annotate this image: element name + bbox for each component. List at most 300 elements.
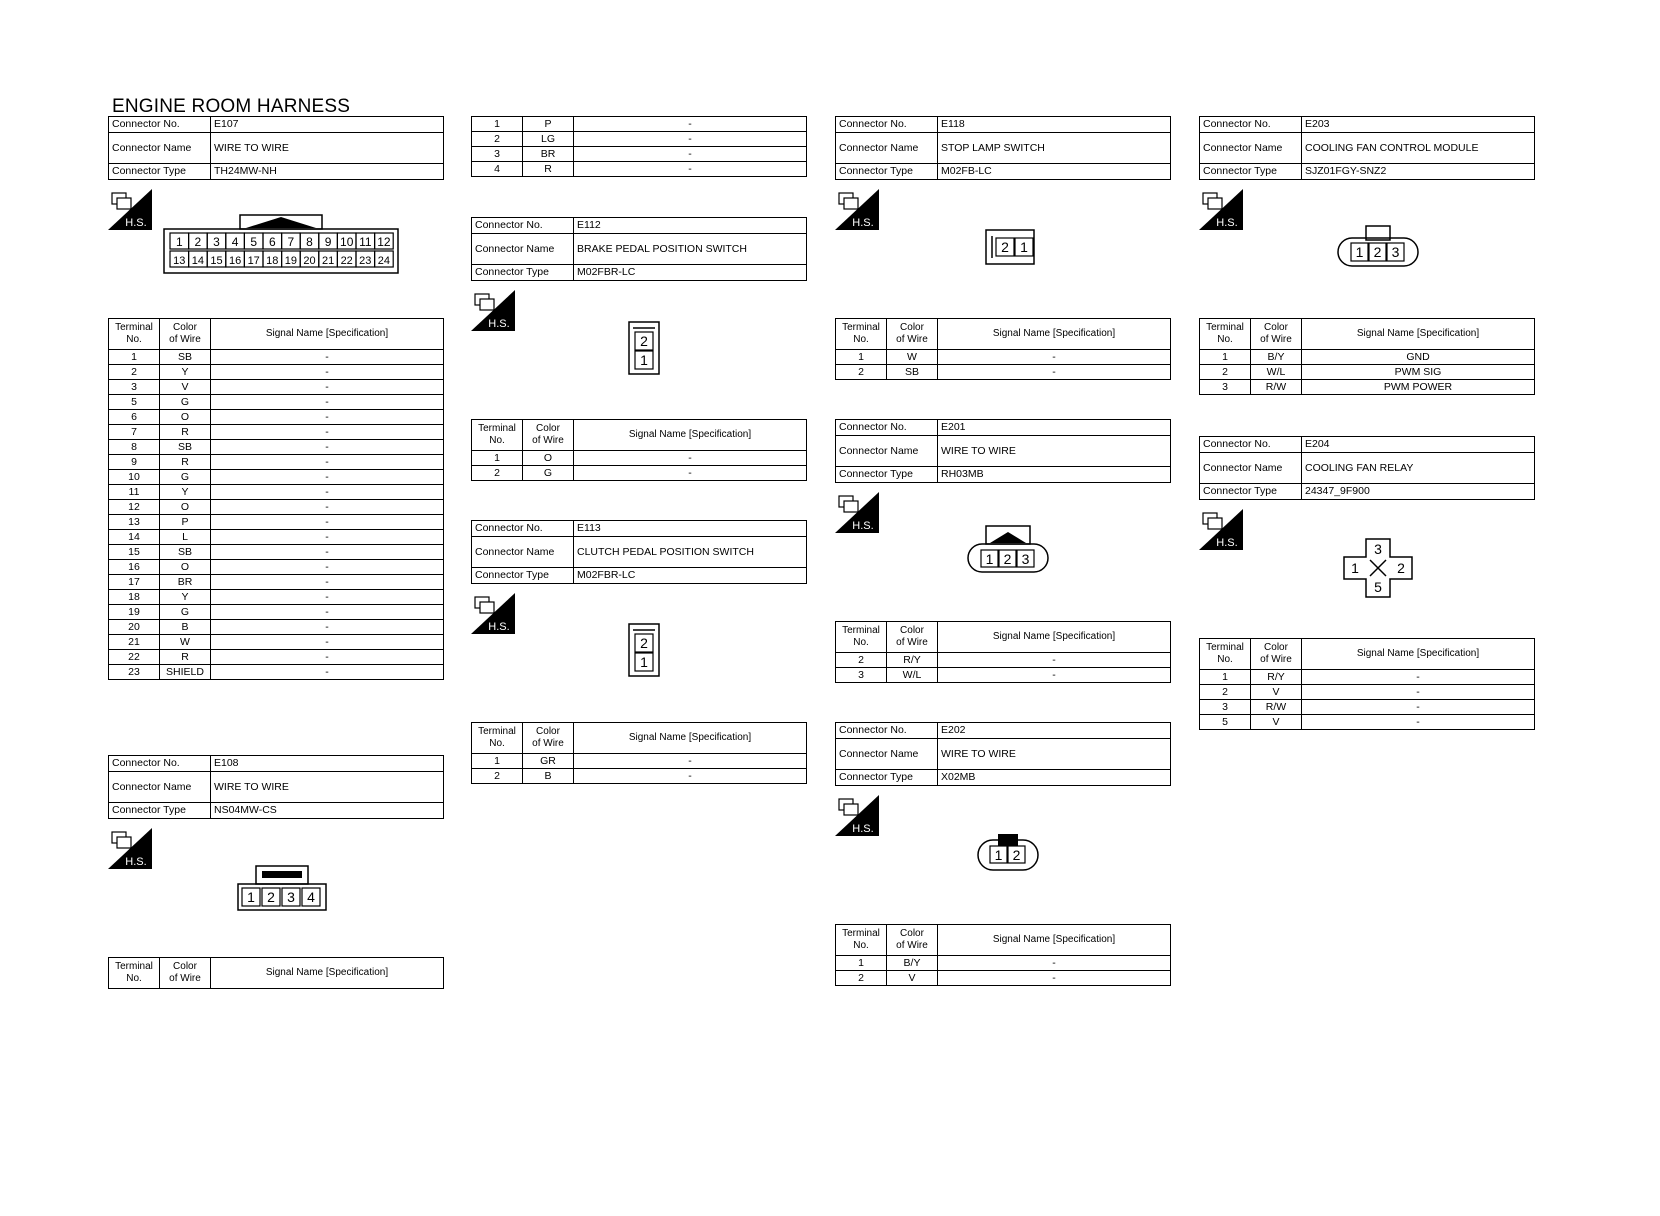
pin-number: 5 (1374, 579, 1382, 595)
terminal-table-e112 (471, 419, 807, 481)
terminal-table-e107 (108, 318, 444, 680)
wire-color: V (1251, 715, 1302, 730)
pin-number: 2 (1001, 239, 1009, 255)
wire-color: BR (523, 147, 574, 162)
connector-face-e118 (984, 228, 1036, 266)
terminal-no: 7 (109, 425, 160, 440)
table-row (109, 485, 444, 500)
wire-color: LG (523, 132, 574, 147)
connector-face-e204 (1342, 537, 1414, 599)
table-row (109, 635, 444, 650)
terminal-no: 8 (109, 440, 160, 455)
pin-number: 13 (173, 255, 186, 267)
label-connector-type: Connector Type (836, 770, 938, 786)
signal-name: - (1302, 715, 1535, 730)
wire-color: R/W (1251, 700, 1302, 715)
table-row (109, 350, 444, 365)
wire-color: P (523, 117, 574, 132)
pin-number: 24 (377, 255, 391, 267)
label-connector-type: Connector Type (1200, 164, 1302, 180)
wire-color: SB (887, 365, 938, 380)
signal-name: - (211, 470, 444, 485)
wire-color: R (160, 650, 211, 665)
label-connector-no: Connector No. (1200, 117, 1302, 133)
connector-name: WIRE TO WIRE (211, 133, 444, 164)
signal-name: - (211, 515, 444, 530)
hs-label: H.S. (852, 217, 874, 229)
harness-side-icon (835, 189, 879, 230)
terminal-table-e113 (471, 722, 807, 784)
terminal-no: 1 (1200, 350, 1251, 365)
terminal-no: 3 (1200, 700, 1251, 715)
table-row (109, 665, 444, 680)
terminal-no: 22 (109, 650, 160, 665)
terminal-no: 1 (836, 350, 887, 365)
signal-name: - (211, 425, 444, 440)
terminal-table-e108 (471, 116, 807, 177)
pin-number: 11 (359, 235, 372, 249)
color-header: Color of Wire (523, 723, 574, 754)
table-row (109, 500, 444, 515)
signal-name: - (574, 754, 807, 769)
pin-number: 8 (306, 235, 313, 249)
label-connector-no: Connector No. (472, 521, 574, 537)
pin-number: 1 (247, 889, 255, 905)
terminal-header: Terminal No. (1200, 639, 1251, 670)
wire-color: B (160, 620, 211, 635)
pin-number: 1 (985, 551, 994, 567)
hs-label: H.S. (125, 856, 147, 868)
signal-name: - (211, 530, 444, 545)
signal-header: Signal Name [Specification] (574, 723, 807, 754)
connector-type: TH24MW-NH (211, 164, 444, 180)
table-row (1200, 365, 1535, 380)
table-row (472, 162, 807, 177)
label-connector-type: Connector Type (836, 164, 938, 180)
pin-number: 2 (1397, 560, 1405, 576)
wire-color: R/W (1251, 380, 1302, 395)
signal-name: - (211, 440, 444, 455)
signal-name: - (938, 971, 1171, 986)
table-row (109, 440, 444, 455)
terminal-no: 1 (836, 956, 887, 971)
wire-color: L (160, 530, 211, 545)
table-row (1200, 380, 1535, 395)
color-header: Color of Wire (1251, 319, 1302, 350)
harness-side-icon (835, 795, 879, 836)
signal-name: - (938, 365, 1171, 380)
connector-no: E202 (938, 723, 1171, 739)
terminal-header: Terminal No. (1200, 319, 1251, 350)
pin-number: 1 (1351, 560, 1359, 576)
wire-color: O (160, 500, 211, 515)
signal-name: - (211, 350, 444, 365)
connector-no: E201 (938, 420, 1171, 436)
terminal-no: 2 (1200, 365, 1251, 380)
connector-name: STOP LAMP SWITCH (938, 133, 1171, 164)
connector-info-e202 (835, 722, 1171, 786)
table-row (472, 117, 807, 132)
hs-label: H.S. (1216, 537, 1238, 549)
connector-type: NS04MW-CS (211, 803, 444, 819)
terminal-no: 1 (109, 350, 160, 365)
terminal-table-e118 (835, 318, 1171, 380)
table-row (472, 132, 807, 147)
table-row (1200, 350, 1535, 365)
connector-name: COOLING FAN RELAY (1302, 453, 1535, 484)
wire-color: O (160, 560, 211, 575)
wire-color: W/L (1251, 365, 1302, 380)
pin-number: 4 (307, 889, 315, 905)
signal-name: PWM POWER (1302, 380, 1535, 395)
table-row (1200, 715, 1535, 730)
wire-color: B/Y (1251, 350, 1302, 365)
signal-name: - (211, 410, 444, 425)
connector-no: E112 (574, 218, 807, 234)
wire-color: SB (160, 440, 211, 455)
connector-face-e107 (162, 213, 400, 275)
terminal-no: 6 (109, 410, 160, 425)
wire-color: B (523, 769, 574, 784)
pin-number: 5 (250, 235, 258, 249)
label-connector-no: Connector No. (109, 117, 211, 133)
wire-color: O (523, 451, 574, 466)
signal-name: - (574, 451, 807, 466)
label-connector-no: Connector No. (472, 218, 574, 234)
terminal-no: 1 (472, 451, 523, 466)
wire-color: G (523, 466, 574, 481)
pin-number: 1 (640, 352, 648, 368)
wire-color: Y (160, 590, 211, 605)
label-connector-type: Connector Type (472, 265, 574, 281)
harness-side-icon (1199, 189, 1243, 230)
connector-face-e108 (236, 864, 328, 912)
table-row (836, 956, 1171, 971)
label-connector-type: Connector Type (472, 568, 574, 584)
table-row (109, 590, 444, 605)
table-row (109, 455, 444, 470)
hs-label: H.S. (1216, 217, 1238, 229)
pin-number: 1 (175, 235, 183, 249)
terminal-no: 3 (1200, 380, 1251, 395)
connector-info-e204 (1199, 436, 1535, 500)
wire-color: P (160, 515, 211, 530)
pin-number: 9 (324, 235, 332, 249)
terminal-no: 20 (109, 620, 160, 635)
harness-side-icon (835, 492, 879, 533)
connector-name: WIRE TO WIRE (938, 436, 1171, 467)
signal-name: - (211, 455, 444, 470)
color-header: Color of Wire (523, 420, 574, 451)
terminal-no: 14 (109, 530, 160, 545)
pin-number: 2 (640, 333, 648, 349)
pin-number: 3 (213, 235, 220, 249)
signal-name: - (1302, 670, 1535, 685)
wire-color: SB (160, 350, 211, 365)
connector-type: X02MB (938, 770, 1171, 786)
label-connector-name: Connector Name (836, 739, 938, 770)
signal-name: - (211, 590, 444, 605)
connector-type: M02FBR-LC (574, 265, 807, 281)
connector-type: 24347_9F900 (1302, 484, 1535, 500)
signal-name: - (938, 956, 1171, 971)
wire-color: Y (160, 365, 211, 380)
label-connector-no: Connector No. (836, 723, 938, 739)
terminal-no: 2 (472, 466, 523, 481)
pin-number: 16 (228, 255, 242, 267)
signal-name: - (211, 560, 444, 575)
connector-name: CLUTCH PEDAL POSITION SWITCH (574, 537, 807, 568)
terminal-no: 5 (1200, 715, 1251, 730)
terminal-no: 3 (472, 147, 523, 162)
signal-name: - (938, 653, 1171, 668)
wire-color: B/Y (887, 956, 938, 971)
table-row (1200, 670, 1535, 685)
label-connector-name: Connector Name (836, 133, 938, 164)
label-connector-name: Connector Name (109, 133, 211, 164)
terminal-no: 9 (109, 455, 160, 470)
terminal-no: 19 (109, 605, 160, 620)
terminal-no: 23 (109, 665, 160, 680)
pin-number: 21 (321, 255, 335, 267)
signal-header: Signal Name [Specification] (938, 622, 1171, 653)
table-row (109, 620, 444, 635)
signal-name: - (574, 162, 807, 177)
table-row (836, 653, 1171, 668)
label-connector-type: Connector Type (836, 467, 938, 483)
connector-face-e113 (627, 622, 661, 678)
hs-label: H.S. (488, 318, 510, 330)
color-header: Color of Wire (160, 319, 211, 350)
signal-header: Signal Name [Specification] (1302, 639, 1535, 670)
terminal-no: 2 (836, 365, 887, 380)
table-row (109, 515, 444, 530)
terminal-header: Terminal No. (472, 420, 523, 451)
terminal-no: 2 (836, 971, 887, 986)
terminal-table-e201 (835, 621, 1171, 683)
wire-color: R/Y (1251, 670, 1302, 685)
wire-color: R (160, 425, 211, 440)
signal-header: Signal Name [Specification] (938, 925, 1171, 956)
terminal-no: 3 (109, 380, 160, 395)
terminal-no: 11 (109, 485, 160, 500)
table-row (472, 466, 807, 481)
connector-name: WIRE TO WIRE (938, 739, 1171, 770)
signal-name: - (1302, 700, 1535, 715)
table-row (1200, 700, 1535, 715)
connector-name: WIRE TO WIRE (211, 772, 444, 803)
signal-header: Signal Name [Specification] (574, 420, 807, 451)
signal-name: - (574, 117, 807, 132)
signal-name: - (211, 620, 444, 635)
signal-name: - (211, 665, 444, 680)
terminal-no: 3 (836, 668, 887, 683)
label-connector-name: Connector Name (472, 537, 574, 568)
label-connector-no: Connector No. (836, 420, 938, 436)
terminal-no: 21 (109, 635, 160, 650)
terminal-no: 5 (109, 395, 160, 410)
terminal-no: 1 (1200, 670, 1251, 685)
signal-name: GND (1302, 350, 1535, 365)
label-connector-no: Connector No. (109, 756, 211, 772)
signal-name: - (211, 485, 444, 500)
terminal-no: 1 (472, 754, 523, 769)
terminal-no: 13 (109, 515, 160, 530)
connector-no: E118 (938, 117, 1171, 133)
terminal-no: 2 (1200, 685, 1251, 700)
connector-info-e107 (108, 116, 444, 180)
terminal-header: Terminal No. (836, 622, 887, 653)
wire-color: O (160, 410, 211, 425)
label-connector-name: Connector Name (1200, 133, 1302, 164)
table-row (109, 650, 444, 665)
table-row (109, 380, 444, 395)
pin-number: 3 (287, 889, 295, 905)
signal-header: Signal Name [Specification] (211, 958, 444, 989)
wire-color: W (160, 635, 211, 650)
connector-face-e203 (1336, 224, 1420, 268)
pin-number: 18 (266, 255, 279, 267)
color-header: Color of Wire (160, 958, 211, 989)
connector-type: RH03MB (938, 467, 1171, 483)
pin-number: 2 (1003, 551, 1012, 567)
terminal-header: Terminal No. (836, 319, 887, 350)
pin-number: 2 (194, 235, 202, 249)
table-row (109, 365, 444, 380)
pin-number: 2 (640, 635, 648, 651)
terminal-no: 2 (836, 653, 887, 668)
harness-side-icon (471, 593, 515, 634)
wire-color: SHIELD (160, 665, 211, 680)
label-connector-name: Connector Name (1200, 453, 1302, 484)
wire-color: R/Y (887, 653, 938, 668)
pin-number: 2 (1373, 244, 1382, 260)
signal-header: Signal Name [Specification] (211, 319, 444, 350)
terminal-table-e204 (1199, 638, 1535, 730)
table-row (109, 545, 444, 560)
table-row (472, 147, 807, 162)
connector-face-e202 (976, 832, 1040, 872)
terminal-table-e108-header (108, 957, 444, 989)
terminal-header: Terminal No. (836, 925, 887, 956)
color-header: Color of Wire (887, 319, 938, 350)
signal-name: - (574, 147, 807, 162)
connector-info-e201 (835, 419, 1171, 483)
terminal-no: 12 (109, 500, 160, 515)
label-connector-type: Connector Type (1200, 484, 1302, 500)
terminal-no: 15 (109, 545, 160, 560)
table-row (836, 668, 1171, 683)
connector-type: M02FB-LC (938, 164, 1171, 180)
connector-info-e108 (108, 755, 444, 819)
color-header: Color of Wire (887, 925, 938, 956)
wire-color: G (160, 605, 211, 620)
wire-color: G (160, 395, 211, 410)
table-row (472, 451, 807, 466)
signal-name: - (211, 365, 444, 380)
signal-name: - (211, 575, 444, 590)
wire-color: V (1251, 685, 1302, 700)
signal-name: - (211, 545, 444, 560)
wire-color: SB (160, 545, 211, 560)
pin-number: 7 (287, 235, 295, 249)
pin-number: 6 (268, 235, 276, 249)
signal-header: Signal Name [Specification] (1302, 319, 1535, 350)
hs-label: H.S. (488, 621, 510, 633)
connector-no: E204 (1302, 437, 1535, 453)
pin-number: 1 (640, 654, 648, 670)
label-connector-name: Connector Name (836, 436, 938, 467)
signal-name: - (211, 380, 444, 395)
terminal-no: 1 (472, 117, 523, 132)
label-connector-no: Connector No. (836, 117, 938, 133)
pin-number: 2 (1012, 847, 1021, 863)
connector-info-e113 (471, 520, 807, 584)
pin-number: 10 (340, 235, 354, 249)
signal-name: - (211, 395, 444, 410)
pin-number: 17 (247, 255, 260, 267)
table-row (109, 575, 444, 590)
terminal-header: Terminal No. (109, 958, 160, 989)
pin-number: 23 (359, 255, 372, 267)
wire-color: BR (160, 575, 211, 590)
table-row (836, 365, 1171, 380)
table-row (1200, 685, 1535, 700)
pin-number: 19 (284, 255, 298, 267)
pin-number: 15 (210, 255, 223, 267)
connector-face-e112 (627, 320, 661, 376)
label-connector-type: Connector Type (109, 803, 211, 819)
wire-color: V (160, 380, 211, 395)
table-row (836, 971, 1171, 986)
connector-no: E107 (211, 117, 444, 133)
hs-label: H.S. (852, 823, 874, 835)
wire-color: GR (523, 754, 574, 769)
connector-face-e201 (966, 524, 1050, 574)
wire-color: W (887, 350, 938, 365)
terminal-no: 18 (109, 590, 160, 605)
pin-number: 1 (1020, 239, 1028, 255)
connector-type: SJZ01FGY-SNZ2 (1302, 164, 1535, 180)
wire-color: Y (160, 485, 211, 500)
pin-number: 1 (994, 847, 1003, 863)
connector-info-e112 (471, 217, 807, 281)
terminal-no: 2 (472, 132, 523, 147)
pin-number: 4 (231, 235, 239, 249)
pin-number: 20 (303, 255, 316, 267)
wire-color: R (523, 162, 574, 177)
harness-side-icon (1199, 509, 1243, 550)
table-row (109, 410, 444, 425)
wire-color: G (160, 470, 211, 485)
signal-name: - (938, 668, 1171, 683)
connector-info-e203 (1199, 116, 1535, 180)
terminal-no: 4 (472, 162, 523, 177)
color-header: Color of Wire (1251, 639, 1302, 670)
signal-name: - (211, 635, 444, 650)
label-connector-name: Connector Name (109, 772, 211, 803)
label-connector-no: Connector No. (1200, 437, 1302, 453)
connector-info-e118 (835, 116, 1171, 180)
terminal-table-e203 (1199, 318, 1535, 395)
pin-number: 1 (1355, 244, 1364, 260)
harness-side-icon (108, 828, 152, 869)
harness-side-icon (471, 290, 515, 331)
pin-number: 2 (267, 889, 275, 905)
table-row (472, 754, 807, 769)
signal-name: - (574, 132, 807, 147)
label-connector-name: Connector Name (472, 234, 574, 265)
